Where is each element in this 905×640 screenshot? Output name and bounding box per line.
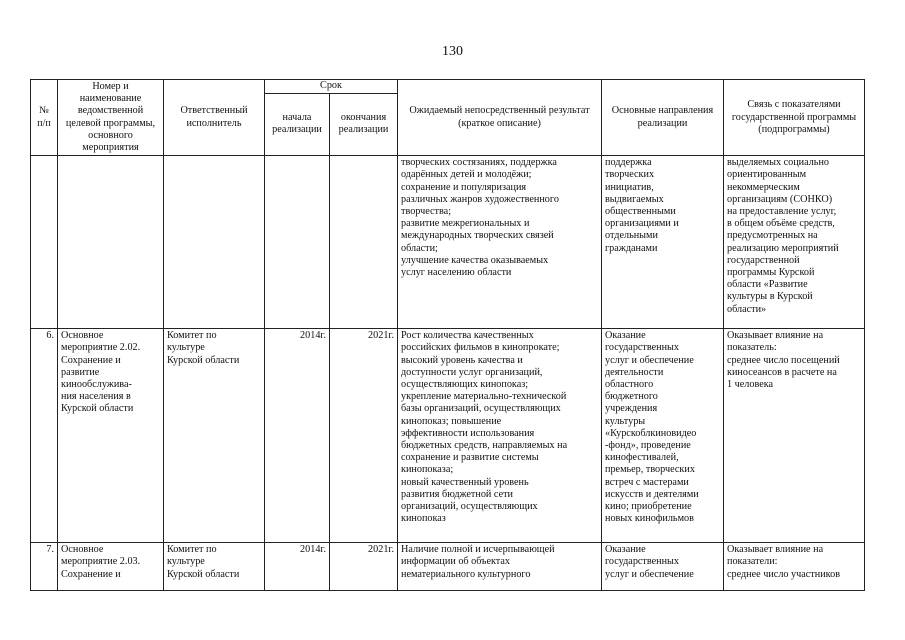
- row-expected-result-line: новый качественный уровень: [401, 476, 529, 488]
- header-link: Связь с показателями государственной программы (подпрограммы): [724, 80, 865, 156]
- row-indicator-link-line: среднее число посещений: [727, 354, 840, 366]
- row-expected-result-line: нематериального культурного: [401, 568, 531, 580]
- row-start-year: 2014г.: [265, 543, 330, 591]
- row-expected-result-line: организаций, осуществляющих: [401, 501, 538, 513]
- row-expected-result-line: творческих состязаниях, поддержка: [401, 157, 557, 169]
- row-indicator-link-line: предусмотренных на: [727, 230, 818, 242]
- row-directions-line: услуг и обеспечение: [605, 568, 694, 580]
- row-directions: [602, 543, 724, 591]
- row-indicator-link-line: области «Развитие: [727, 279, 808, 291]
- row-executor-line: Комитет по: [167, 330, 217, 342]
- row-indicator-link-line: государственной: [727, 254, 800, 266]
- row-start-year: [265, 156, 330, 329]
- table-row: [31, 156, 865, 329]
- row-expected-result-line: Наличие полной и исчерпывающей: [401, 544, 555, 556]
- row-expected-result: [398, 543, 602, 591]
- row-indicator-link-line: организациям (СОНКО): [727, 193, 833, 205]
- row-directions-line: «Курскоблкиновидео: [605, 427, 697, 439]
- row-directions-line: кинофестивалей,: [605, 452, 679, 464]
- row-num: [31, 156, 58, 329]
- row-indicator-link-line: показатели:: [727, 556, 778, 568]
- header-end: окончания реализации: [330, 93, 398, 156]
- row-indicator-link: [724, 156, 865, 329]
- row-activity-name-line: Сохранение и: [61, 354, 121, 366]
- header-term: Срок: [265, 80, 398, 94]
- row-directions-line: -фонд», проведение: [605, 440, 691, 452]
- row-indicator-link-line: программы Курской: [727, 267, 815, 279]
- row-expected-result-line: сохранение и популяризация: [401, 181, 527, 193]
- header-start: начала реализации: [265, 93, 330, 156]
- row-directions-line: творческих: [605, 169, 655, 181]
- row-expected-result-line: укрепление материально-технической: [401, 391, 567, 403]
- row-expected-result-line: бюджетных средств, направляемых на: [401, 440, 568, 452]
- row-expected-result-line: российских фильмов в кинопрокате;: [401, 342, 560, 354]
- row-directions-line: новых кинофильмов: [605, 513, 694, 525]
- row-num: 6.: [31, 329, 58, 543]
- row-expected-result-line: сохранение и развитие системы: [401, 452, 539, 464]
- row-expected-result-line: Рост количества качественных: [401, 330, 534, 342]
- row-expected-result-line: творчества;: [401, 206, 452, 218]
- row-directions-line: государственных: [605, 556, 679, 568]
- row-expected-result-line: доступности услуг организаций,: [401, 366, 543, 378]
- row-expected-result-line: информации об объектах: [401, 556, 510, 568]
- table-row: [31, 543, 865, 591]
- row-directions-line: общественными: [605, 206, 676, 218]
- row-expected-result-line: эффективности использования: [401, 427, 535, 439]
- row-indicator-link-line: реализацию мероприятий: [727, 242, 839, 254]
- row-expected-result-line: кинопоказ: [401, 513, 446, 525]
- row-directions-line: гражданами: [605, 242, 658, 254]
- row-executor-line: Комитет по: [167, 544, 217, 556]
- header-num: № п/п: [31, 80, 58, 156]
- page-number: 130: [442, 44, 463, 59]
- row-directions-line: деятельности: [605, 366, 664, 378]
- row-directions-line: организациями и: [605, 218, 679, 230]
- row-activity-name-line: развитие: [61, 366, 100, 378]
- row-directions-line: бюджетного: [605, 391, 658, 403]
- row-executor-line: культуре: [167, 556, 205, 568]
- header-name: Номер и наименование ведомственной целевой программы, основного мероприятия: [58, 80, 164, 156]
- row-expected-result-line: области;: [401, 242, 438, 254]
- row-activity-name-line: Сохранение и: [61, 568, 121, 580]
- row-indicator-link-line: ориентированным: [727, 169, 807, 181]
- row-num: 7.: [31, 543, 58, 591]
- row-expected-result-line: кинопоказа;: [401, 464, 454, 476]
- row-directions-line: встреч с мастерами: [605, 476, 689, 488]
- row-executor-line: культуре: [167, 342, 205, 354]
- row-activity-name: [58, 156, 164, 329]
- row-activity-name-line: мероприятие 2.02.: [61, 342, 141, 354]
- row-executor-line: Курской области: [167, 568, 240, 580]
- row-executor: [164, 329, 265, 543]
- row-directions: [602, 329, 724, 543]
- row-activity-name-line: Основное: [61, 330, 104, 342]
- row-indicator-link: [724, 543, 865, 591]
- row-expected-result: [398, 156, 602, 329]
- row-indicator-link-line: на предоставление услуг,: [727, 206, 837, 218]
- row-directions-line: выдвигаемых: [605, 193, 664, 205]
- row-directions-line: услуг и обеспечение: [605, 354, 694, 366]
- row-expected-result-line: различных жанров художественного: [401, 193, 559, 205]
- row-indicator-link-line: Оказывает влияние на: [727, 544, 824, 556]
- row-expected-result: [398, 329, 602, 543]
- row-expected-result-line: улучшение качества оказываемых: [401, 254, 549, 266]
- row-directions-line: искусств и деятелями: [605, 488, 699, 500]
- row-activity-name: [58, 543, 164, 591]
- row-directions-line: областного: [605, 379, 654, 391]
- header-result: Ожидаемый непосредственный результат (краткое описание): [398, 80, 602, 156]
- row-expected-result-line: развития бюджетной сети: [401, 488, 513, 500]
- row-directions-line: государственных: [605, 342, 679, 354]
- row-activity-name-line: Курской области: [61, 403, 134, 415]
- row-directions-line: культуры: [605, 415, 646, 427]
- row-indicator-link-line: среднее число участников: [727, 568, 841, 580]
- row-directions-line: поддержка: [605, 157, 652, 169]
- row-start-year: 2014г.: [265, 329, 330, 543]
- row-indicator-link-line: некоммерческим: [727, 181, 800, 193]
- row-end-year: 2021г.: [330, 329, 398, 543]
- row-expected-result-line: международных творческих связей: [401, 230, 554, 242]
- row-expected-result-line: базы организаций, осуществляющих: [401, 403, 561, 415]
- row-expected-result-line: развитие межрегиональных и: [401, 218, 530, 230]
- row-executor: [164, 156, 265, 329]
- row-indicator-link-line: в общем объёме средств,: [727, 218, 835, 230]
- row-end-year: 2021г.: [330, 543, 398, 591]
- program-table: [30, 79, 865, 591]
- row-indicator-link-line: показатель:: [727, 342, 777, 354]
- row-indicator-link-line: области»: [727, 303, 767, 315]
- row-end-year: [330, 156, 398, 329]
- header-directions: Основные направления реализации: [602, 80, 724, 156]
- row-directions: [602, 156, 724, 329]
- row-activity-name-line: кинообслужива-: [61, 379, 132, 391]
- row-expected-result-line: высокий уровень качества и: [401, 354, 523, 366]
- row-indicator-link: [724, 329, 865, 543]
- row-indicator-link-line: культуры в Курской: [727, 291, 813, 303]
- row-indicator-link-line: Оказывает влияние на: [727, 330, 824, 342]
- row-indicator-link-line: выделяемых социально: [727, 157, 829, 169]
- row-executor-line: Курской области: [167, 354, 240, 366]
- row-activity-name-line: мероприятие 2.03.: [61, 556, 141, 568]
- row-expected-result-line: осуществляющих кинопоказ;: [401, 379, 529, 391]
- header-executor: Ответственный исполнитель: [164, 80, 265, 156]
- row-directions-line: инициатив,: [605, 181, 654, 193]
- row-activity-name-line: Основное: [61, 544, 104, 556]
- row-executor: [164, 543, 265, 591]
- table-body: [31, 156, 865, 591]
- row-indicator-link-line: 1 человека: [727, 379, 774, 391]
- row-expected-result-line: услуг населению области: [401, 267, 512, 279]
- row-directions-line: кино; приобретение: [605, 501, 692, 513]
- row-directions-line: отдельными: [605, 230, 658, 242]
- table-row: [31, 329, 865, 543]
- row-directions-line: Оказание: [605, 544, 646, 556]
- row-directions-line: премьер, творческих: [605, 464, 695, 476]
- row-activity-name-line: ния населения в: [61, 391, 131, 403]
- row-expected-result-line: одарённых детей и молодёжи;: [401, 169, 532, 181]
- row-expected-result-line: кинопоказ; повышение: [401, 415, 502, 427]
- row-directions-line: Оказание: [605, 330, 646, 342]
- row-activity-name: [58, 329, 164, 543]
- row-directions-line: учреждения: [605, 403, 658, 415]
- row-indicator-link-line: киносеансов в расчете на: [727, 366, 837, 378]
